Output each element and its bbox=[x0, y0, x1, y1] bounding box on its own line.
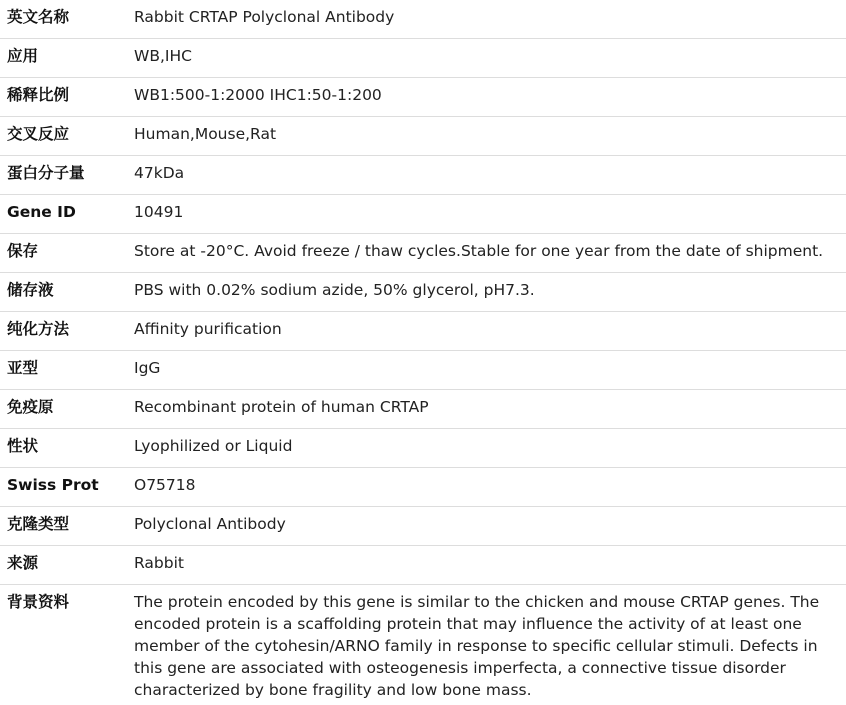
row-isotype bbox=[0, 351, 846, 390]
row-cross-reactivity bbox=[0, 117, 846, 156]
label-host: 来源 bbox=[0, 546, 127, 585]
label-english-name: 英文名称 bbox=[0, 0, 127, 39]
row-background bbox=[0, 585, 846, 705]
label-swiss-prot: Swiss Prot bbox=[0, 468, 127, 507]
value-purification: Affinity purification bbox=[127, 312, 846, 351]
row-molecular-weight bbox=[0, 156, 846, 195]
value-storage: Store at -20°C. Avoid freeze / thaw cycles.Stable for one year from the date of shipment. bbox=[127, 234, 846, 273]
row-storage bbox=[0, 234, 846, 273]
label-form: 性状 bbox=[0, 429, 127, 468]
label-clonality: 克隆类型 bbox=[0, 507, 127, 546]
label-storage-buffer: 储存液 bbox=[0, 273, 127, 312]
label-molecular-weight: 蛋白分子量 bbox=[0, 156, 127, 195]
row-storage-buffer bbox=[0, 273, 846, 312]
value-swiss-prot: O75718 bbox=[127, 468, 846, 507]
label-isotype: 亚型 bbox=[0, 351, 127, 390]
row-host bbox=[0, 546, 846, 585]
label-application: 应用 bbox=[0, 39, 127, 78]
value-dilution: WB1:500-1:2000 IHC1:50-1:200 bbox=[127, 78, 846, 117]
value-immunogen: Recombinant protein of human CRTAP bbox=[127, 390, 846, 429]
row-english-name bbox=[0, 0, 846, 39]
value-isotype: IgG bbox=[127, 351, 846, 390]
row-gene-id bbox=[0, 195, 846, 234]
label-immunogen: 免疫原 bbox=[0, 390, 127, 429]
label-dilution: 稀释比例 bbox=[0, 78, 127, 117]
row-application bbox=[0, 39, 846, 78]
value-gene-id: 10491 bbox=[127, 195, 846, 234]
label-background: 背景资料 bbox=[7, 593, 70, 611]
row-clonality bbox=[0, 507, 846, 546]
value-english-name: Rabbit CRTAP Polyclonal Antibody bbox=[127, 0, 846, 39]
row-swiss-prot bbox=[0, 468, 846, 507]
label-cross-reactivity: 交叉反应 bbox=[0, 117, 127, 156]
value-clonality: Polyclonal Antibody bbox=[127, 507, 846, 546]
label-purification: 纯化方法 bbox=[0, 312, 127, 351]
row-purification bbox=[0, 312, 846, 351]
row-dilution bbox=[0, 78, 846, 117]
label-gene-id: Gene ID bbox=[0, 195, 127, 234]
value-storage-buffer: PBS with 0.02% sodium azide, 50% glycerol, pH7.3. bbox=[127, 273, 846, 312]
value-molecular-weight: 47kDa bbox=[127, 156, 846, 195]
value-host: Rabbit bbox=[127, 546, 846, 585]
row-form bbox=[0, 429, 846, 468]
value-cross-reactivity: Human,Mouse,Rat bbox=[127, 117, 846, 156]
value-form: Lyophilized or Liquid bbox=[127, 429, 846, 468]
label-storage: 保存 bbox=[0, 234, 127, 273]
value-background: The protein encoded by this gene is similar to the chicken and mouse CRTAP genes. The encoded protein is a scaffolding protein that may influence the activity of at least one member of the cytohesin/ARNO family in response to specific cellular stimuli. Defects in this gene are associated with osteogenesis imperfecta, a connective tissue disorder characterized by bone fragility and low bone mass. bbox=[134, 593, 820, 699]
row-immunogen bbox=[0, 390, 846, 429]
value-application: WB,IHC bbox=[127, 39, 846, 78]
